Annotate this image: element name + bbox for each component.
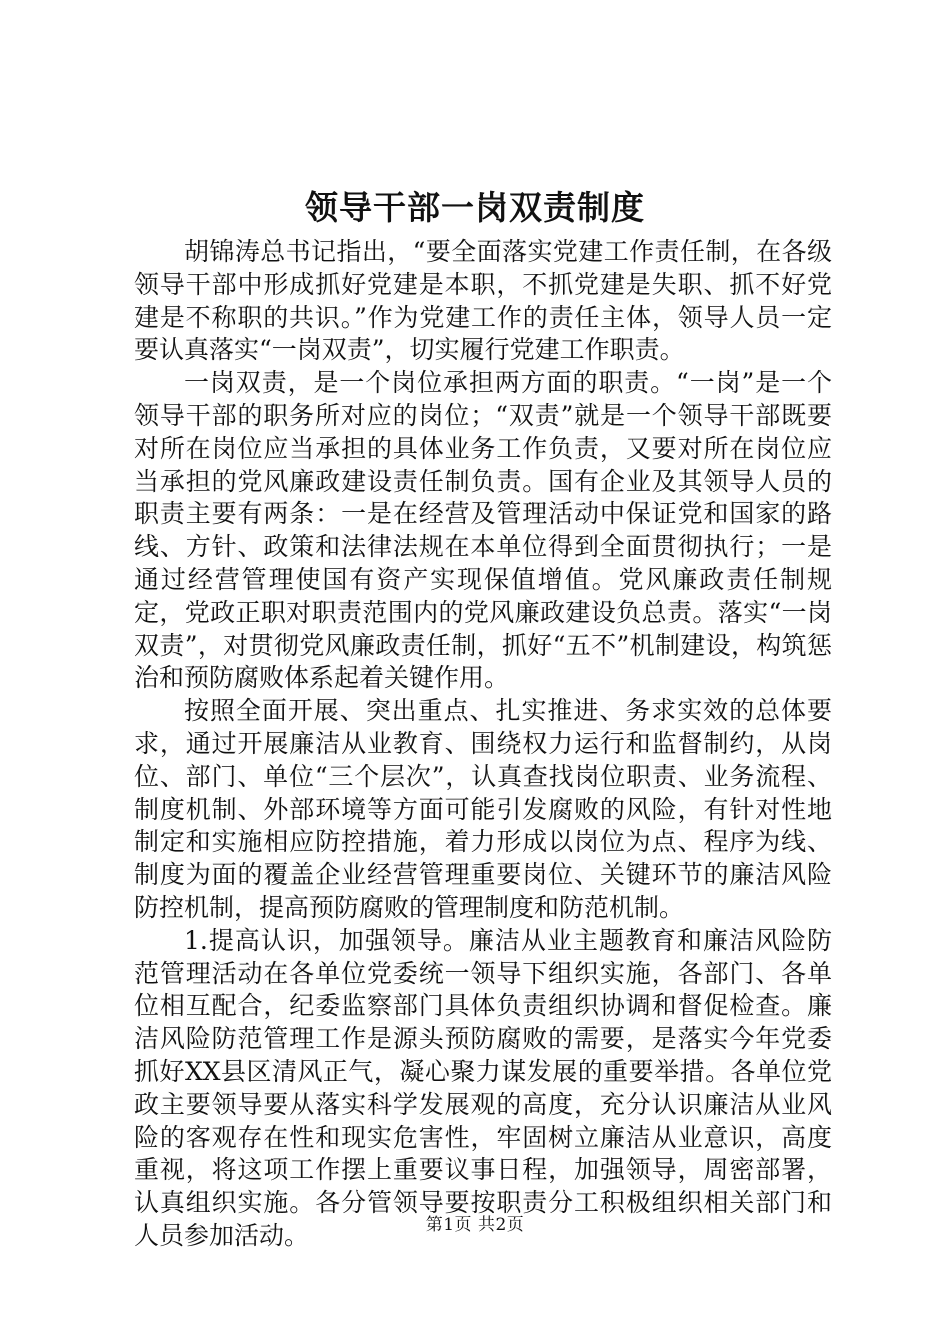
paragraph-1: 胡锦涛总书记指出，“要全面落实党建工作责任制，在各级领导干部中形成抓好党建是本职，不抓党建是失职、抓不好党建是不称职的共识。”作为党建工作的责任主体，领导人员一定要认真落实“一岗双责”，切实履行党建工作职责。 [134, 237, 832, 365]
paragraph-3: 按照全面开展、突出重点、扎实推进、务求实效的总体要求，通过开展廉洁从业教育、围绕权力运行和监督制约，从岗位、部门、单位“三个层次”，认真查找岗位职责、业务流程、制度机制、外部环境等方面可能引发腐败的风险，有针对性地制定和实施相应防控措施，着力形成以岗位为点、程序为线、制度为面的覆盖企业经营管理重要岗位、关键环节的廉洁风险防控机制，提高预防腐败的管理制度和防范机制。 [134, 696, 832, 922]
page-number-footer: 第1页 共2页 [425, 1215, 525, 1235]
paragraph-4: 1.提高认识，加强领导。廉洁从业主题教育和廉洁风险防范管理活动在各单位党委统一领导下组织实施，各部门、各单位相互配合，纪委监察部门具体负责组织协调和督促检查。廉洁风险防范管理工作是源头预防腐败的需要，是落实今年党委抓好XX县区清风正气，凝心聚力谋发展的重要举措。各单位党政主要领导要从落实科学发展观的高度，充分认识廉洁从业风险的客观存在性和现实危害性，牢固树立廉洁从业意识，高度重视，将这项工作摆上重要议事日程，加强领导，周密部署，认真组织实施。各分管领导要按职责分工积极组织相关部门和人员参加活动。 [134, 925, 832, 1250]
document-title: 领导干部一岗双责制度 [305, 188, 645, 227]
document-body [134, 236, 832, 1253]
paragraph-2: 一岗双责，是一个岗位承担两方面的职责。“一岗”是一个领导干部的职务所对应的岗位；“双责”就是一个领导干部既要对所在岗位应当承担的具体业务工作负责，又要对所在岗位应当承担的党风廉政建设责任制负责。国有企业及其领导人员的职责主要有两条：一是在经营及管理活动中保证党和国家的路线、方针、政策和法律法规在本单位得到全面贯彻执行；一是通过经营管理使国有资产实现保值增值。党风廉政责任制规定，党政正职对职责范围内的党风廉政建设负总责。落实“一岗双责”，对贯彻党风廉政责任制，抓好“五不”机制建设，构筑惩治和预防腐败体系起着关键作用。 [134, 368, 832, 693]
